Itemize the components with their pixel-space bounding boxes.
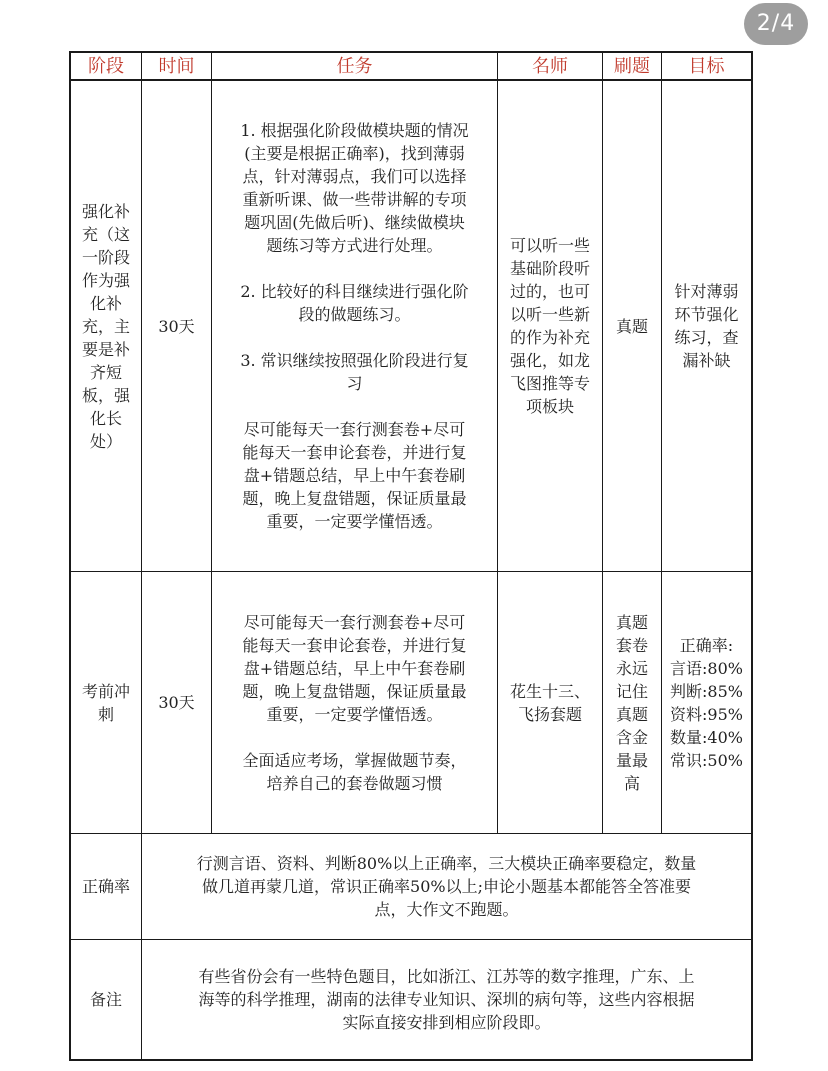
accuracy-note-line: 点，大作文不跑题。 [374,900,519,919]
task-line: 2. 比较好的科目继续进行强化阶 [240,282,469,301]
stage-line: 一阶段 [81,247,130,267]
practice-line: 含金 [615,727,648,747]
page-indicator: 2/4 [744,3,808,45]
goal-line: 资料:95% [670,704,743,724]
goal-line: 环节强化 [674,305,739,324]
practice-line: 真题 [615,704,648,724]
stage-line: 板，强 [81,385,130,405]
header-teacher: 名师 [532,55,568,77]
row2-task [212,572,497,833]
stage-line: 充（这 [81,224,130,244]
row2-time: 30天 [158,693,195,712]
row2-teacher [498,572,602,833]
stage-line: 充，主 [81,316,130,336]
accuracy-note-line: 行测言语、资料、判断80%以上正确率，三大模块正确率要稳定，数量 [196,854,697,873]
row1-practice: 真题 [615,316,648,336]
task-line: 尽可能每天一套行测套卷+尽可 [243,420,466,439]
task-line: 题巩固(先做后听)、继续做模块 [244,213,465,232]
task-line: 全面适应考场，掌握做题节奏， [242,750,467,770]
stage-line: 齐短 [89,362,122,382]
row1-time: 30天 [158,316,195,336]
teacher-line: 基础阶段听 [509,259,590,278]
remark-line: 有些省份会有一些特色题目，比如浙江、江苏等的数字推理，广东、上 [198,967,695,986]
task-line: 重新听课、做一些带讲解的专项 [242,190,467,209]
task-line: 重要，一定要学懂悟透。 [266,512,443,531]
row4-content [142,940,751,1059]
goal-line: 数量:40% [670,727,743,747]
stage-line: 要是补 [81,339,130,359]
goal-line: 判断:85% [670,681,743,701]
task-line: (主要是根据正确率)，找到薄弱 [244,144,465,163]
task-line: 培养自己的套卷做题习惯 [266,773,443,793]
task-line: 盘+错题总结，早上中午套卷刷 [243,658,466,678]
teacher-line: 强化，如龙 [509,351,590,370]
header-practice: 刷题 [614,55,650,77]
row1-teacher [498,81,602,571]
task-line: 题，晚上复盘错题，保证质量最 [242,489,467,508]
task-line: 能每天一套申论套卷，并进行复 [242,635,467,655]
task-line: 题练习等方式进行处理。 [266,236,443,255]
stage-line: 化补 [89,293,122,313]
stage-line: 考前冲 [81,681,130,701]
practice-line: 永远 [615,658,648,678]
stage-line: 刺 [97,704,114,724]
task-line: 3. 常识继续按照强化阶段进行复 [240,351,469,370]
row2-stage [71,572,141,833]
remark-line: 海等的科学推理，湖南的法律专业知识、深圳的病句等，这些内容根据 [198,990,695,1009]
practice-line: 套卷 [615,635,648,655]
task-line: 段的做题练习。 [298,305,411,324]
practice-line: 量最 [615,750,648,770]
goal-line: 常识:50% [670,750,743,770]
goal-line: 练习，查 [674,328,739,347]
row2-practice [603,572,661,833]
stage-line: 作为强 [81,270,130,290]
remark-line: 实际直接安排到相应阶段即。 [342,1013,551,1032]
row3-label: 正确率 [81,877,130,896]
teacher-line: 过的，也可 [509,282,590,301]
goal-line: 言语:80% [670,658,743,678]
stage-line: 强化补 [81,201,130,221]
row1-goal [662,81,751,571]
teacher-line: 以听一些新 [509,305,590,324]
teacher-line: 项板块 [525,397,574,416]
row1-stage [71,81,141,571]
row2-goal [662,572,751,833]
header-stage: 阶段 [88,55,124,77]
task-line: 能每天一套申论套卷，并进行复 [242,443,467,462]
task-line: 盘+错题总结，早上中午套卷刷 [243,466,466,485]
stage-line: 化长 [89,408,122,428]
row4-label: 备注 [89,990,122,1009]
row3-content [142,834,751,939]
header-goal: 目标 [688,55,725,77]
practice-line: 记住 [615,681,648,701]
stage-line: 处） [89,431,122,451]
task-line: 重要，一定要学懂悟透。 [266,704,443,724]
goal-line: 针对薄弱 [674,282,739,301]
study-plan-table [69,51,753,1061]
task-line: 点，针对薄弱点，我们可以选择 [242,167,467,186]
teacher-line: 飞扬套题 [517,704,582,724]
header-time: 时间 [158,55,195,77]
row1-task [212,81,497,571]
practice-line: 真题 [615,612,648,632]
task-line: 题，晚上复盘错题，保证质量最 [242,681,467,701]
header-task: 任务 [336,55,373,77]
goal-line: 漏补缺 [682,351,731,370]
teacher-line: 花生十三、 [509,681,590,701]
accuracy-note-line: 做几道再蒙几道，常识正确率50%以上;申论小题基本都能答全答准要 [202,877,691,896]
teacher-line: 的作为补充 [509,328,590,347]
task-line: 1. 根据强化阶段做模块题的情况 [240,121,469,140]
teacher-line: 飞图推等专 [509,374,590,393]
practice-line: 高 [623,773,640,793]
task-line: 尽可能每天一套行测套卷+尽可 [243,612,466,632]
teacher-line: 可以听一些 [509,236,590,255]
goal-line: 正确率: [679,635,734,655]
task-line: 习 [346,374,363,393]
